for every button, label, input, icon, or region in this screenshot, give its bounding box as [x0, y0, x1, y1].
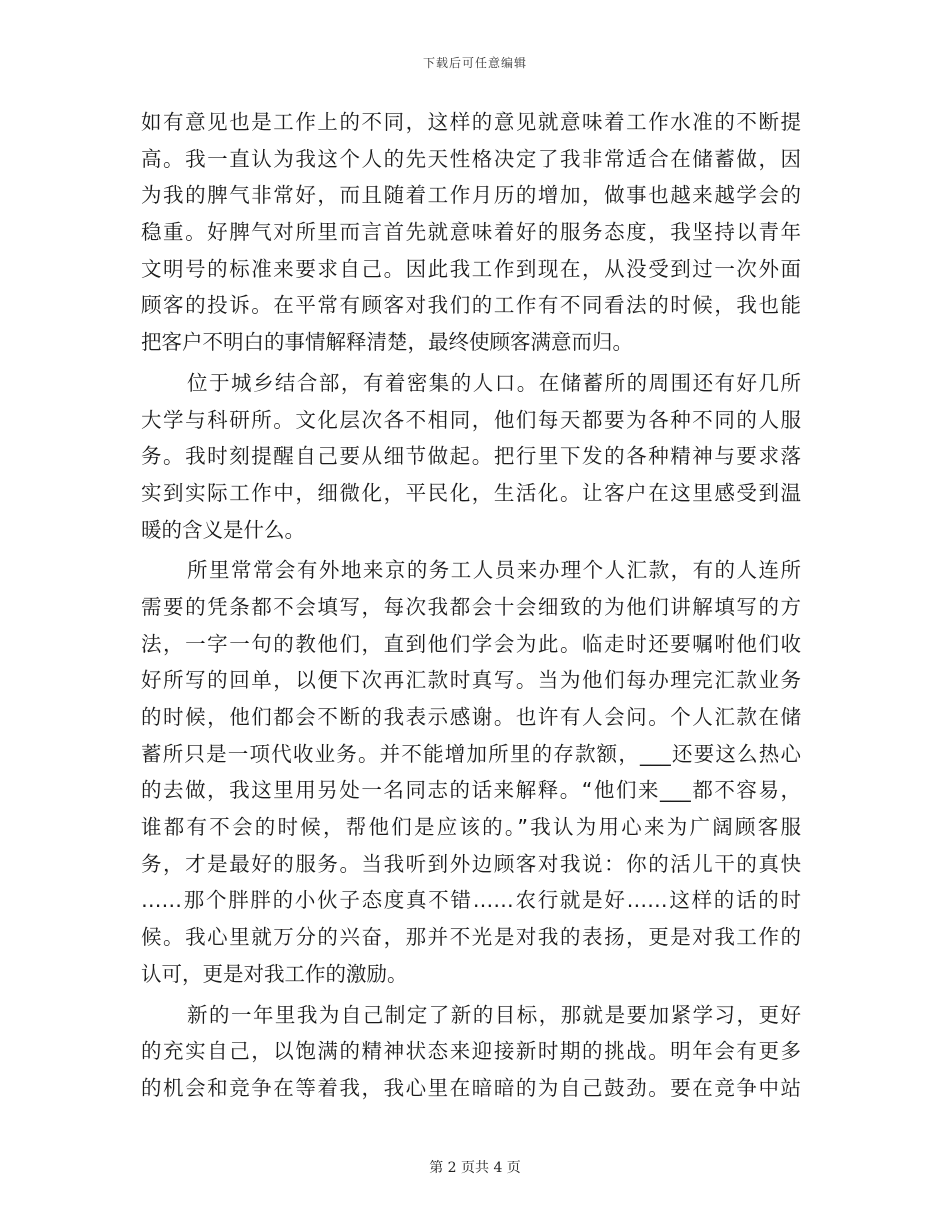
text-line: 候。我心里就万分的兴奋，那并不光是对我的表扬，更是对我工作的	[141, 925, 801, 950]
text-line: 务。我时刻提醒自己要从细节做起。把行里下发的各种精神与要求落	[141, 444, 801, 469]
text-line: 谁都有不会的时候，帮他们是应该的。”我认为用心来为广阔顾客服	[141, 815, 801, 840]
text-line: 把客户不明白的事情解释清楚，最终使顾客满意而归。	[141, 330, 633, 355]
text-line: 务，才是最好的服务。当我听到外边顾客对我说：你的活儿干的真快	[141, 851, 801, 876]
document-body	[141, 104, 801, 1107]
text-line: 为我的脾气非常好，而且随着工作月历的增加，做事也越来越学会的	[141, 183, 801, 208]
text-line: 法，一字一句的教他们，直到他们学会为此。临走时还要嘱咐他们收	[141, 631, 801, 656]
paragraph	[141, 552, 801, 992]
text-line: 认可，更是对我工作的激励。	[141, 961, 408, 986]
paragraph	[141, 365, 801, 548]
text-line: 实到实际工作中，细微化，平民化，生活化。让客户在这里感受到温	[141, 480, 801, 505]
text-line: 高。我一直认为我这个人的先天性格决定了我非常适合在储蓄做，因	[141, 146, 801, 171]
text-line: 的时候，他们都会不断的我表示感谢。也许有人会问。个人汇款在储	[141, 705, 801, 729]
text-line: 需要的凭条都不会填写，每次我都会十会细致的为他们讲解填写的方	[141, 594, 801, 619]
text-line: 文明号的标准来要求自己。因此我工作到现在，从没受到过一次外面	[141, 256, 801, 281]
text-line: 顾客的投诉。在平常有顾客对我们的工作有不同看法的时候，我也能	[141, 293, 801, 318]
text-line: 所里常常会有外地来京的务工人员来办理个人汇款，有的人连所	[187, 558, 801, 583]
text-line: 如有意见也是工作上的不同，这样的意见就意味着工作水准的不断提	[141, 110, 801, 134]
text-line: 蓄所只是一项代收业务。并不能增加所里的存款额，___还要这么热心	[141, 741, 801, 766]
paragraph	[141, 104, 801, 361]
page-number-footer: 第 2 页共 4 页	[429, 1160, 521, 1176]
text-line: 大学与科研所。文化层次各不相同，他们每天都要为各种不同的人服	[141, 407, 801, 432]
text-line: 新的一年里我为自己制定了新的目标，那就是要加紧学习，更好	[187, 1002, 801, 1027]
text-line: 的充实自己，以饱满的精神状态来迎接新时期的挑战。明年会有更多	[141, 1039, 801, 1064]
text-line: ……那个胖胖的小伙子态度真不错……农行就是好……这样的话的时	[141, 888, 801, 913]
text-line: 好所写的回单，以便下次再汇款时真写。当为他们每办理完汇款业务	[141, 668, 801, 693]
text-line: 稳重。好脾气对所里而言首先就意味着好的服务态度，我坚持以青年	[141, 220, 801, 245]
text-line: 位于城乡结合部，有着密集的人口。在储蓄所的周围还有好几所	[187, 370, 801, 395]
text-line: 的机会和竞争在等着我，我心里在暗暗的为自己鼓劲。要在竞争中站	[141, 1075, 801, 1100]
page-header: 下载后可任意编辑	[422, 56, 527, 70]
text-line: 的去做，我这里用另处一名同志的话来解释。“他们来___都不容易，	[141, 778, 801, 803]
paragraph	[141, 997, 801, 1107]
text-line: 暖的含义是什么。	[141, 517, 305, 542]
